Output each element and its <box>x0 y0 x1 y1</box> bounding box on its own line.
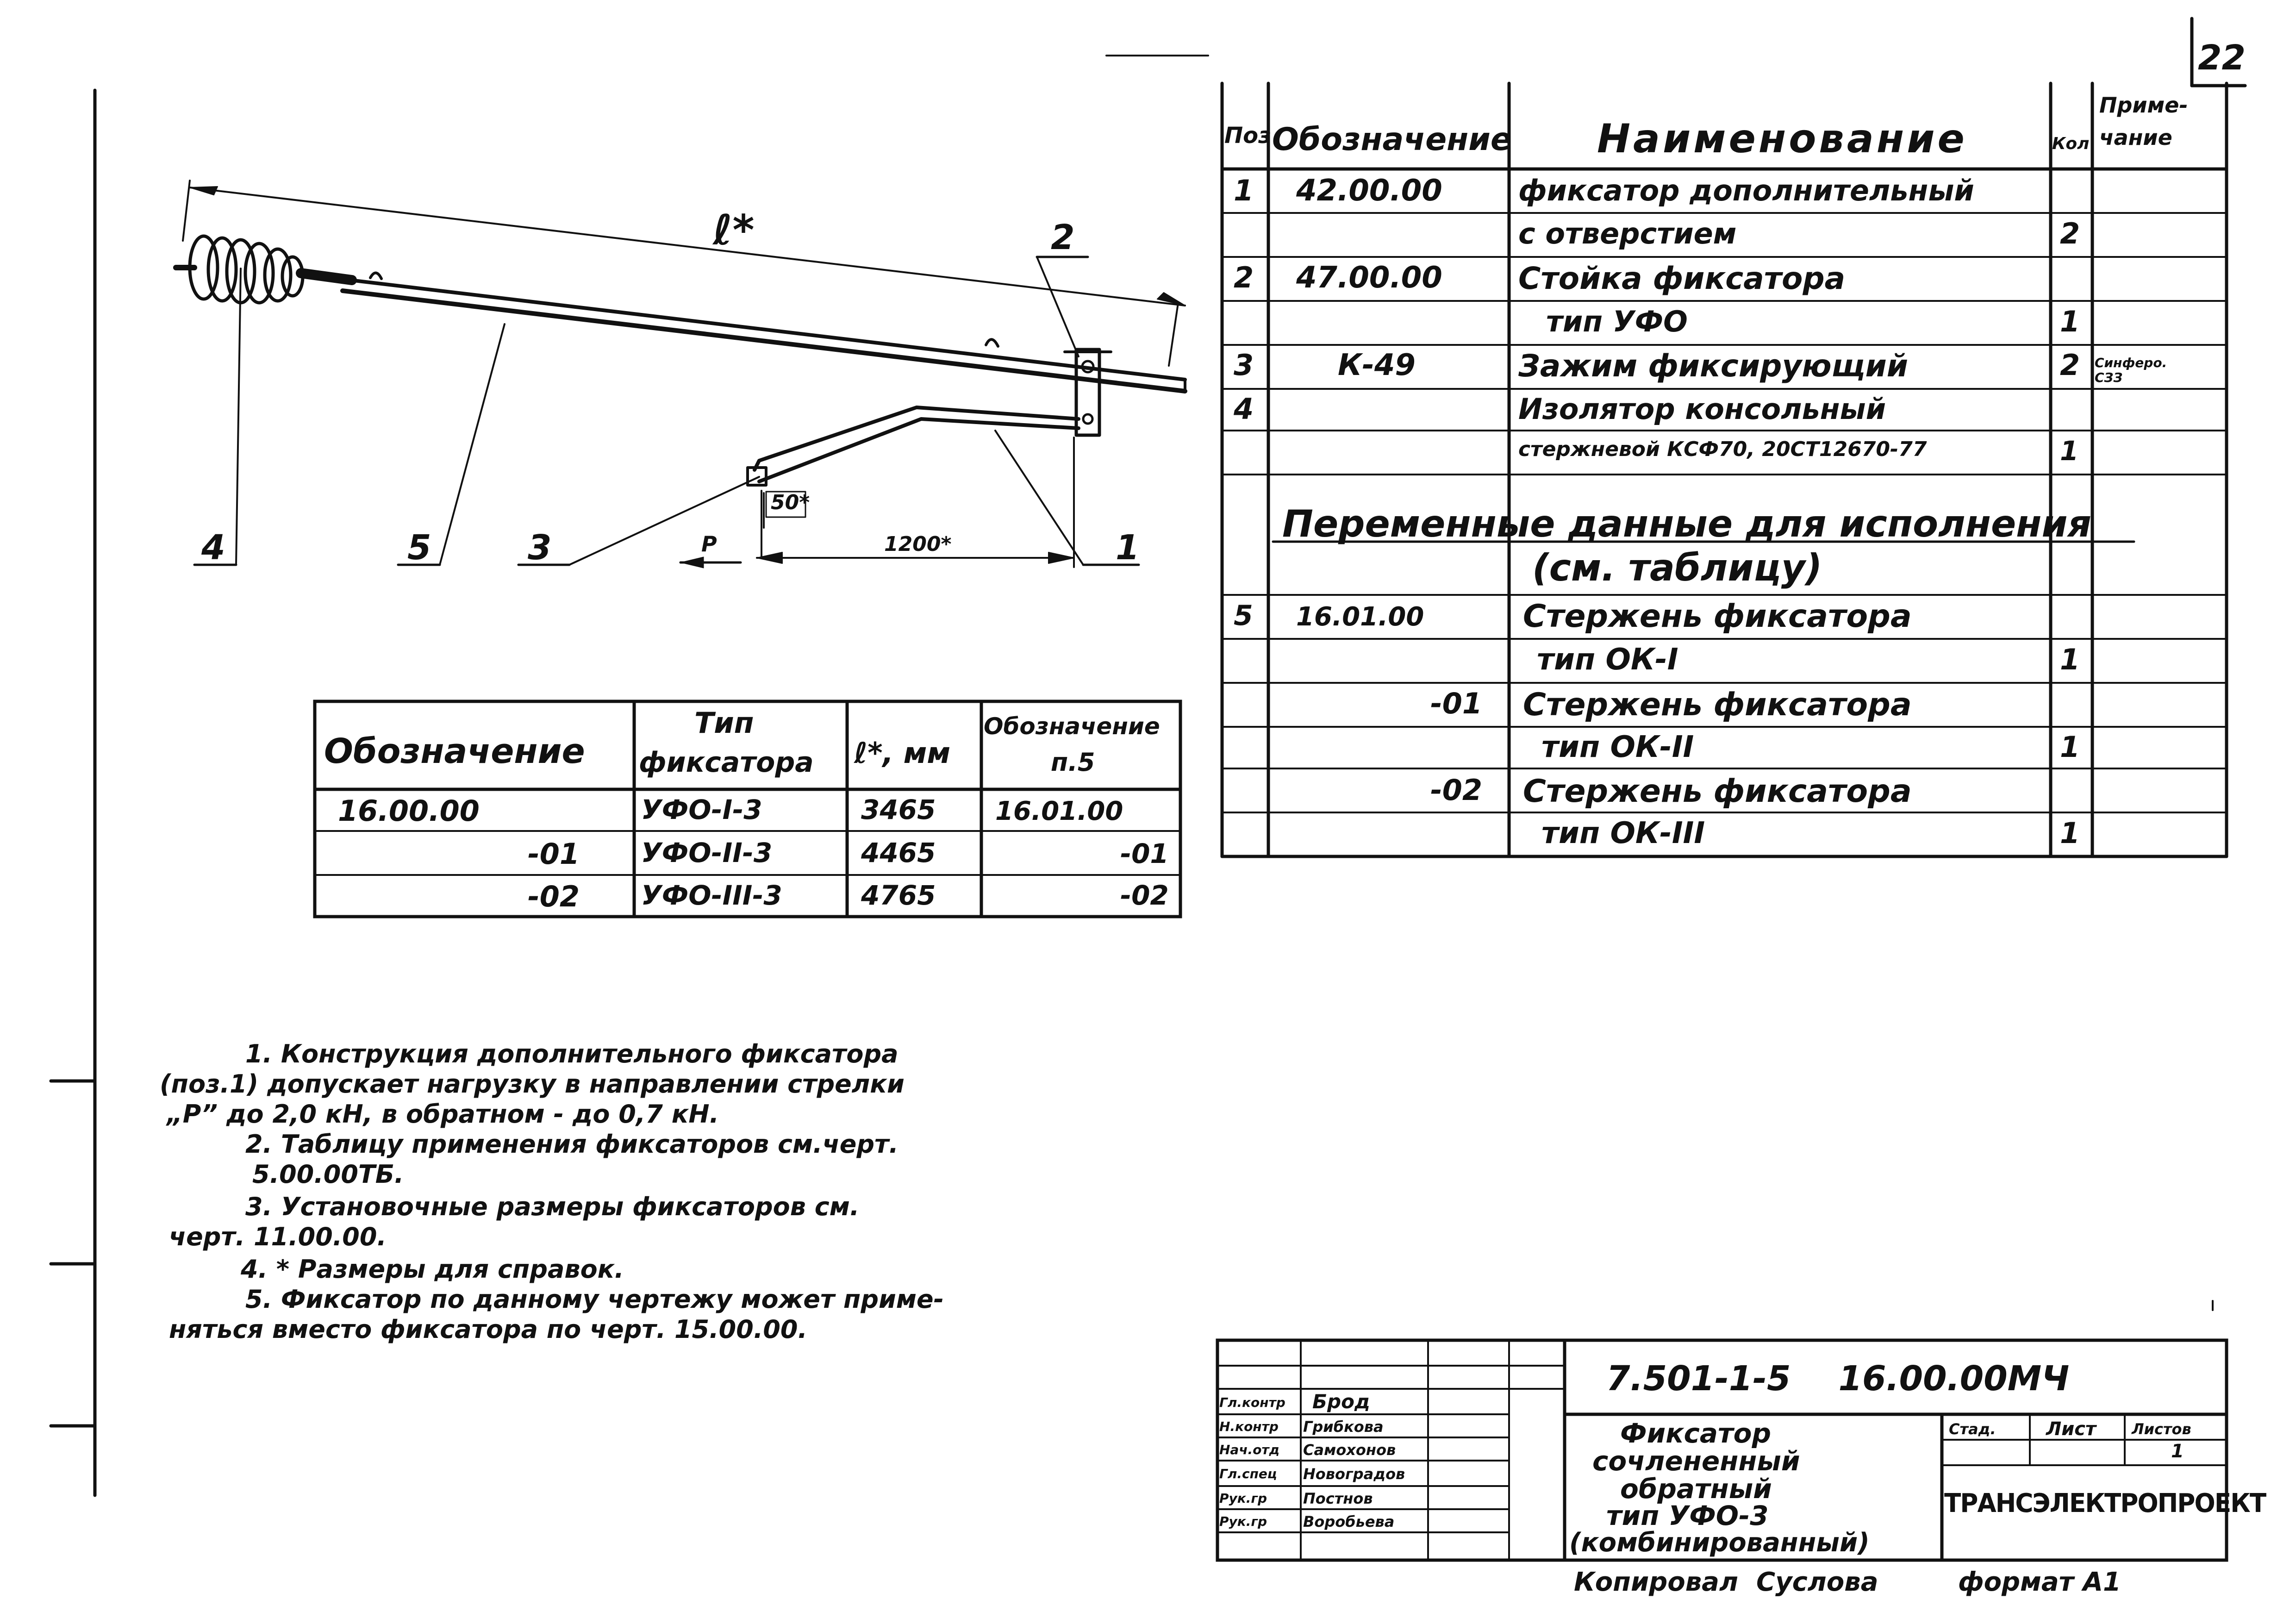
variant-row-3-designation: -02 <box>528 880 580 913</box>
document-code: 7.501-1-5 16.00.00МЧ <box>1606 1359 2070 1399</box>
note-line: (поз.1) допускает нагрузку в направлении стрелки <box>160 1069 905 1099</box>
signature-role: Гл.контр <box>1219 1395 1285 1410</box>
spec-row-3-designation: 47.00.00 <box>1296 261 1442 295</box>
variant-header-des5-1: Обозначение <box>984 713 1160 740</box>
var-row-5-name: Стержень фиксатора <box>1523 773 1912 810</box>
var-row-1-name: Стержень фиксатора <box>1523 598 1912 635</box>
var-row-4-qty: 1 <box>2060 730 2080 764</box>
note-line: няться вместо фиксатора по черт. 15.00.00. <box>169 1315 808 1344</box>
spec-header-name: Наименование <box>1597 116 1967 162</box>
callout-2: 2 <box>1051 218 1075 257</box>
sheet-label: Лист <box>2046 1418 2096 1440</box>
copied-by: Копировал Суслова <box>1574 1567 1878 1597</box>
callout-5: 5 <box>407 528 431 568</box>
title-line: тип УФО-3 <box>1606 1500 1769 1531</box>
spec-row-7-qty: 1 <box>2060 435 2079 467</box>
note-line: 5. Фиксатор по данному чертежу может приме- <box>245 1285 944 1314</box>
note-line: 3. Установочные размеры фиксаторов см. <box>245 1192 860 1221</box>
signer-name: Воробьева <box>1303 1513 1395 1530</box>
spec-header-note-1: Приме- <box>2099 93 2188 118</box>
spec-row-5-pos: 3 <box>1234 348 1254 382</box>
spec-header-note-2: чание <box>2099 125 2172 150</box>
note-line: 4. * Размеры для справок. <box>241 1255 624 1284</box>
sheet-number: 22 <box>2198 38 2246 78</box>
spec-header-designation: Обозначение <box>1272 121 1512 158</box>
var-row-1-designation: 16.01.00 <box>1296 602 1424 632</box>
var-row-5-designation: -02 <box>1430 773 1483 807</box>
signer-name: Постнов <box>1303 1490 1373 1507</box>
spec-row-5-note: Синферо. СЗЗ <box>2095 355 2167 385</box>
spec-row-4-name: тип УФО <box>1546 305 1688 338</box>
note-line: „P” до 2,0 кН, в обратном - до 0,7 кН. <box>167 1099 719 1129</box>
variant-row-2-des5: -01 <box>1120 838 1169 869</box>
var-row-6-name: тип ОК-III <box>1541 816 1705 850</box>
variant-header-designation: Обозначение <box>324 731 585 771</box>
var-row-3-name: Стержень фиксатора <box>1523 687 1912 723</box>
company-name: ТРАНСЭЛЕКТРОПРОЕКТ <box>1944 1488 2266 1518</box>
sheets-label: Листов <box>2132 1420 2191 1438</box>
spec-row-6-pos: 4 <box>1234 392 1254 426</box>
spec-row-2-qty: 2 <box>2060 217 2080 250</box>
sheet-value: 1 <box>2171 1441 2184 1462</box>
variable-data-title: Переменные данные для исполнения <box>1282 502 2091 545</box>
note-line: 2. Таблицу применения фиксаторов см.черт. <box>245 1130 898 1159</box>
variant-row-3-length: 4765 <box>861 880 936 911</box>
note-line: черт. 11.00.00. <box>169 1222 387 1251</box>
signature-role: Гл.спец <box>1219 1466 1277 1481</box>
title-line: обратный <box>1620 1473 1772 1505</box>
spec-row-7-name: стержневой КСФ70, 20СТ12670-77 <box>1518 437 1927 461</box>
spec-row-5-designation: К-49 <box>1338 348 1416 382</box>
var-row-4-name: тип ОК-II <box>1541 730 1694 764</box>
dimension-l-label: ℓ* <box>713 206 755 255</box>
spec-row-4-qty: 1 <box>2060 305 2080 338</box>
signature-role: Рук.гр <box>1219 1491 1267 1506</box>
spec-row-5-name: Зажим фиксирующий <box>1518 348 1909 384</box>
force-p-label: P <box>701 531 717 556</box>
signature-role: Н.контр <box>1219 1419 1279 1434</box>
variant-row-3-des5: -02 <box>1120 880 1169 911</box>
variant-header-type-2: фиксатора <box>639 746 814 779</box>
signer-name: Самохонов <box>1303 1441 1396 1459</box>
var-row-2-qty: 1 <box>2060 643 2080 676</box>
note-line: 5.00.00ТБ. <box>252 1160 404 1189</box>
dimension-50-label: 50* <box>771 491 810 514</box>
spec-row-6-name: Изолятор консольный <box>1518 392 1886 426</box>
note-line: 1. Конструкция дополнительного фиксатора <box>245 1039 898 1068</box>
sheet-format: формат А1 <box>1958 1567 2121 1597</box>
title-line: (комбинированный) <box>1569 1528 1870 1558</box>
var-row-3-designation: -01 <box>1430 687 1483 720</box>
variant-row-1-des5: 16.01.00 <box>995 796 1123 826</box>
signature-role: Рук.гр <box>1219 1514 1267 1529</box>
var-row-6-qty: 1 <box>2060 816 2080 850</box>
stage-label: Стад. <box>1949 1420 1996 1438</box>
var-row-2-name: тип ОК-I <box>1537 643 1678 677</box>
callout-1: 1 <box>1116 528 1140 568</box>
variant-row-1-type: УФО-I-3 <box>641 794 762 825</box>
spec-row-1-name: фиксатор дополнительный <box>1518 174 1974 207</box>
var-row-1-pos: 5 <box>1234 600 1253 632</box>
variant-row-2-length: 4465 <box>861 837 936 868</box>
spec-row-1-pos: 1 <box>1234 174 1254 207</box>
variant-row-3-type: УФО-III-3 <box>641 880 782 911</box>
variant-row-1-designation: 16.00.00 <box>338 794 480 828</box>
spec-header-pos: Поз <box>1224 123 1272 149</box>
callout-3: 3 <box>528 528 552 568</box>
signature-role: Нач.отд <box>1219 1442 1280 1457</box>
spec-row-2-name: с отверстием <box>1518 217 1737 250</box>
signer-name: Грибкова <box>1303 1418 1384 1436</box>
fixator-drawing <box>176 181 1185 568</box>
spec-header-qty: Кол <box>2052 134 2090 153</box>
variant-row-1-length: 3465 <box>861 794 936 825</box>
spec-row-3-name: Стойка фиксатора <box>1518 261 1846 296</box>
title-line: сочлененный <box>1592 1445 1800 1477</box>
variant-header-length: ℓ*, мм <box>854 736 951 770</box>
signer-name: Новоградов <box>1303 1465 1405 1483</box>
variant-row-2-designation: -01 <box>528 837 580 871</box>
variant-row-2-type: УФО-II-3 <box>641 837 773 868</box>
spec-row-5-qty: 2 <box>2060 348 2080 382</box>
variant-header-type-1: Тип <box>694 706 754 740</box>
variant-header-des5-2: п.5 <box>1051 748 1095 777</box>
dimension-1200-label: 1200* <box>884 532 952 556</box>
variable-data-subtitle: (см. таблицу) <box>1532 546 1822 589</box>
spec-row-1-designation: 42.00.00 <box>1296 174 1442 208</box>
title-line: Фиксатор <box>1620 1418 1772 1449</box>
callout-4: 4 <box>201 528 225 568</box>
signer-name: Брод <box>1312 1390 1370 1413</box>
spec-row-3-pos: 2 <box>1234 261 1254 294</box>
